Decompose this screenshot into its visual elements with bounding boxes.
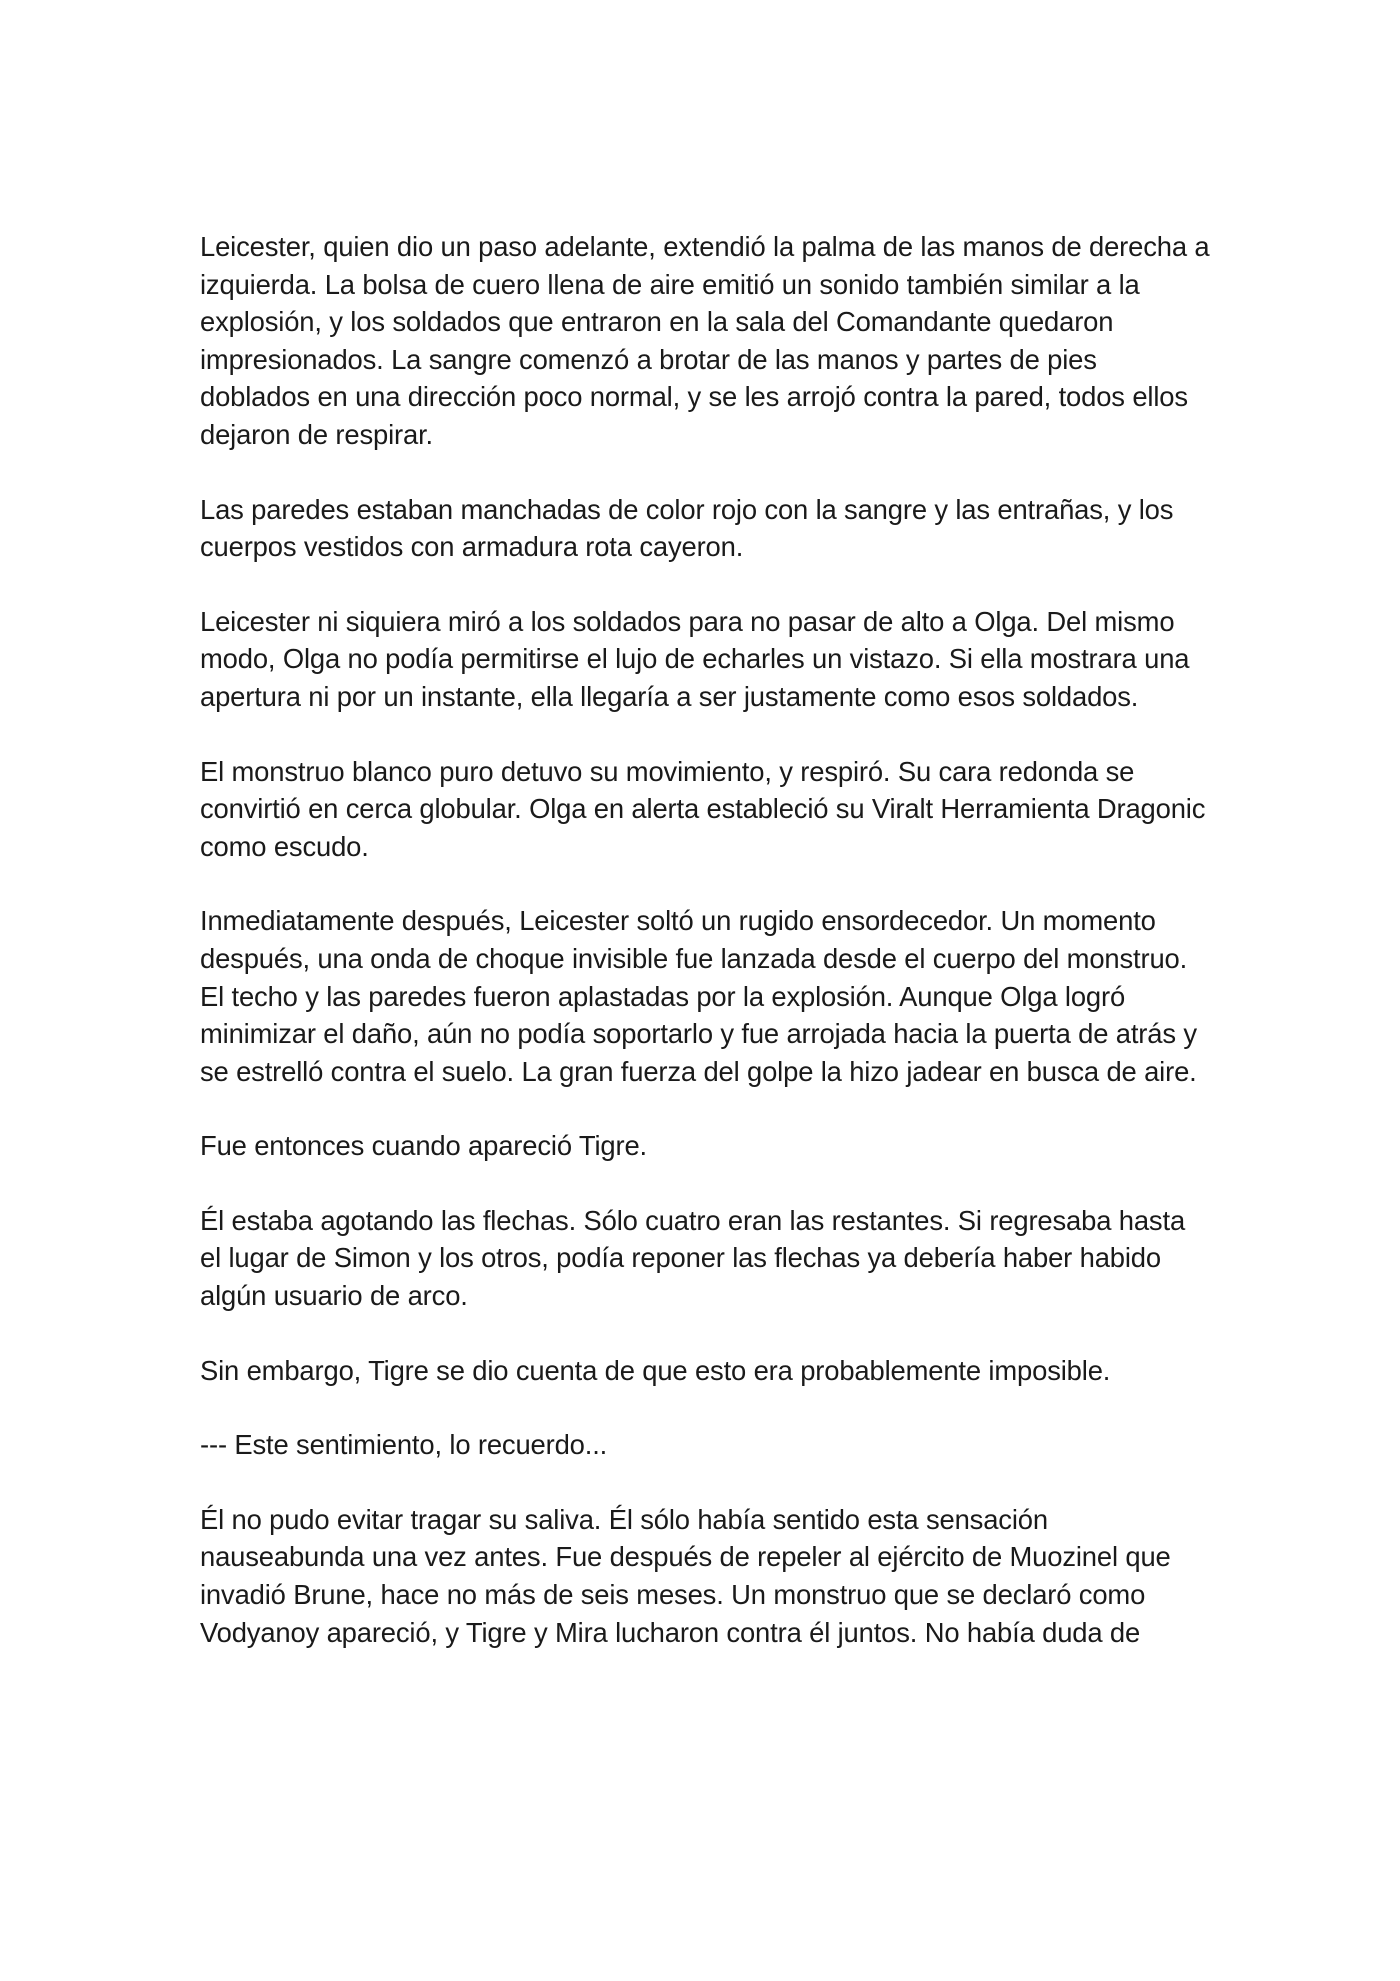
- paragraph: Inmediatamente después, Leicester soltó un rugido ensordecedor. Un momento después, una onda de choque invisible fue lanzada desde el cuerpo del monstruo. El techo y las paredes fueron aplastadas por la explosión. Aunque Olga logró minimizar el daño, aún no podía soportarlo y fue arrojada hacia la puerta de atrás y se estrelló contra el suelo. La gran fuerza del golpe la hizo jadear en busca de aire.: [200, 905, 1197, 1087]
- paragraph: --- Este sentimiento, lo recuerdo...: [200, 1429, 608, 1461]
- paragraph: Leicester, quien dio un paso adelante, extendió la palma de las manos de derecha a izquierda. La bolsa de cuero llena de aire emitió un sonido también similar a la explosión, y los soldados que entraron en la sala del Comandante quedaron impresionados. La sangre comenzó a brotar de las manos y partes de pies doblados en una dirección poco normal, y se les arrojó contra la pared, todos ellos dejaron de respirar.: [200, 231, 1210, 450]
- paragraph: Él estaba agotando las flechas. Sólo cuatro eran las restantes. Si regresaba hasta el lugar de Simon y los otros, podía reponer las flechas ya debería haber habido algún usuario de arco.: [200, 1204, 1186, 1312]
- paragraph: Las paredes estaban manchadas de color rojo con la sangre y las entrañas, y los cuerpos vestidos con armadura rota cayeron.: [200, 493, 1174, 563]
- paragraph: Sin embargo, Tigre se dio cuenta de que esto era probablemente imposible.: [200, 1354, 1111, 1386]
- paragraph: El monstruo blanco puro detuvo su movimiento, y respiró. Su cara redonda se convirtió en cerca globular. Olga en alerta estableció su Viralt Herramienta Dragonic como escudo.: [200, 755, 1206, 862]
- paragraph: Leicester ni siquiera miró a los soldados para no pasar de alto a Olga. Del mismo modo, Olga no podía permitirse el lujo de echarles un vistazo. Si ella mostrara una apertura ni por un instante, ella llegaría a ser justamente como esos soldados.: [200, 605, 1190, 712]
- document-page: [200, 228, 1210, 1688]
- paragraph: Fue entonces cuando apareció Tigre.: [200, 1130, 647, 1162]
- paragraph: Él no pudo evitar tragar su saliva. Él sólo había sentido esta sensación nauseabunda una vez antes. Fue después de repeler al ejército de Muozinel que invadió Brune, hace no más de seis meses. Un monstruo que se declaró como Vodyanoy apareció, y Tigre y Mira lucharon contra él juntos. No había duda de: [200, 1503, 1171, 1648]
